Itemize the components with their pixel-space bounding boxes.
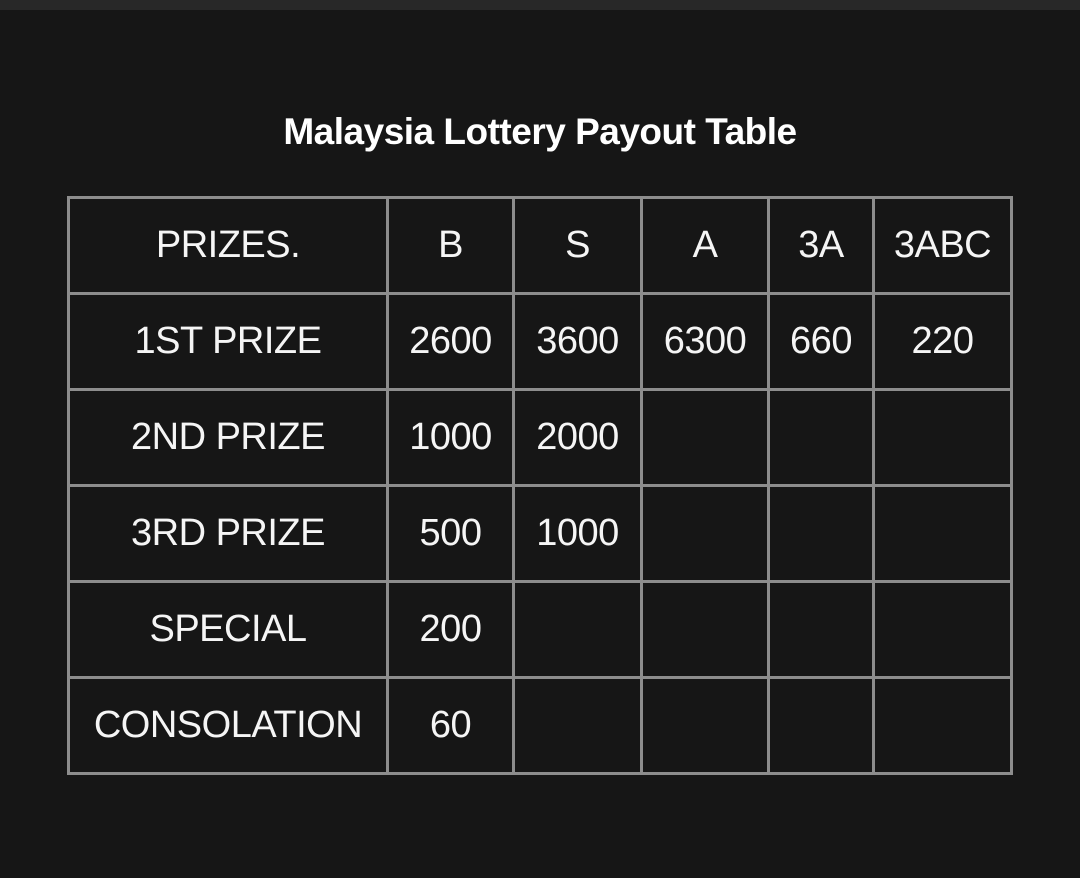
payout-cell [769, 390, 874, 486]
payout-cell [769, 582, 874, 678]
payout-cell [769, 678, 874, 774]
payout-cell [514, 582, 642, 678]
payout-cell [642, 582, 769, 678]
payout-cell: 1000 [388, 390, 514, 486]
column-header-3abc: 3ABC [874, 198, 1012, 294]
payout-cell: 60 [388, 678, 514, 774]
payout-cell [514, 678, 642, 774]
table-row [69, 390, 1012, 486]
payout-cell [874, 390, 1012, 486]
payout-cell: 3600 [514, 294, 642, 390]
top-status-strip [0, 0, 1080, 10]
payout-cell: 1000 [514, 486, 642, 582]
payout-cell [874, 582, 1012, 678]
page-title: Malaysia Lottery Payout Table [283, 111, 797, 152]
row-label: SPECIAL [69, 582, 388, 678]
table-row [69, 294, 1012, 390]
payout-cell: 6300 [642, 294, 769, 390]
payout-cell [642, 390, 769, 486]
payout-cell: 660 [769, 294, 874, 390]
table-header-row [69, 198, 1012, 294]
payout-cell [874, 486, 1012, 582]
payout-cell: 2000 [514, 390, 642, 486]
payout-cell [642, 678, 769, 774]
payout-cell: 500 [388, 486, 514, 582]
column-header-s: S [514, 198, 642, 294]
payout-cell [874, 678, 1012, 774]
column-header-a: A [642, 198, 769, 294]
column-header-b: B [388, 198, 514, 294]
payout-cell: 200 [388, 582, 514, 678]
column-header-3a: 3A [769, 198, 874, 294]
payout-cell [642, 486, 769, 582]
payout-cell: 2600 [388, 294, 514, 390]
table-row [69, 486, 1012, 582]
row-label: 3RD PRIZE [69, 486, 388, 582]
row-label: CONSOLATION [69, 678, 388, 774]
table-row [69, 582, 1012, 678]
payout-cell [769, 486, 874, 582]
row-label: 2ND PRIZE [69, 390, 388, 486]
row-label: 1ST PRIZE [69, 294, 388, 390]
column-header-prizes: PRIZES. [69, 198, 388, 294]
payout-cell: 220 [874, 294, 1012, 390]
payout-table [67, 196, 1013, 775]
table-row [69, 678, 1012, 774]
